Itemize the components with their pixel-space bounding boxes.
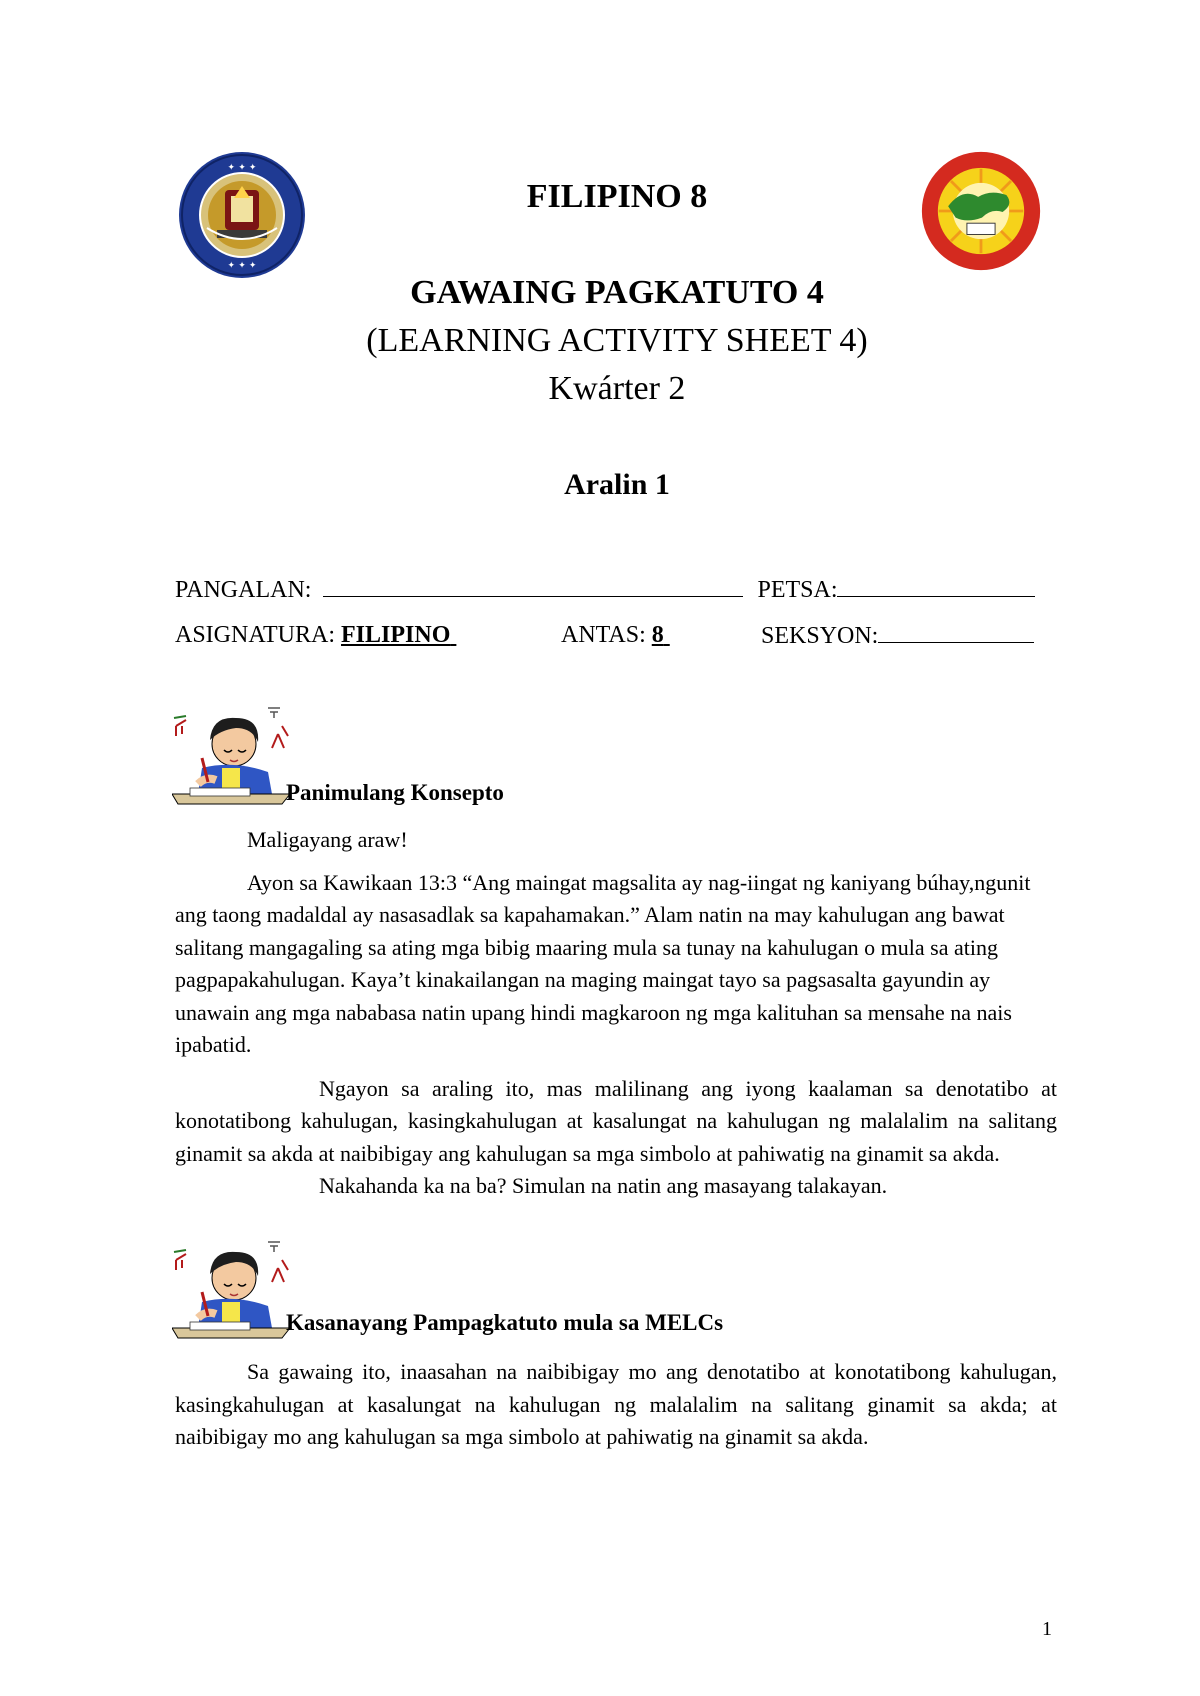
section-heading-panimula: Panimulang Konsepto <box>286 780 504 805</box>
subject-title: FILIPINO 8 <box>526 178 708 215</box>
lesson-label: Aralin 1 <box>564 468 670 501</box>
grade-label: ANTAS: <box>561 622 646 648</box>
name-input-line[interactable] <box>323 576 743 597</box>
section-body-panimula <box>175 824 1057 1203</box>
paragraph-3: Nakahanda ka na ba? Simulan na natin ang masayang talakayan. <box>319 1173 888 1198</box>
page-number: 1 <box>1042 1618 1052 1640</box>
activity-subtitle: (LEARNING ACTIVITY SHEET 4) <box>366 322 868 359</box>
quarter-label: Kwárter 2 <box>548 370 686 407</box>
subject-value: FILIPINO <box>341 622 451 648</box>
subject-label: ASIGNATURA: <box>175 622 336 648</box>
student-writing-icon <box>172 1240 290 1340</box>
grade-value: 8 <box>651 622 664 648</box>
paragraph-2: Ngayon sa araling ito, mas malilinang ang iyong kaalaman sa denotatibo at konotatibong kahulugan, kasingkahulugan at kasalungat na kahulugan ng malalalim na salitang ginamit sa akda at naibibigay ang kahulugan sa mga simbolo at pahiwatig na ginamit sa akda. <box>175 1075 1057 1166</box>
section-input-line[interactable] <box>878 622 1034 643</box>
grade-field <box>561 622 670 649</box>
date-input-line[interactable] <box>837 576 1035 597</box>
subject-field <box>175 622 456 649</box>
section-heading-melcs: Kasanayang Pampagkatuto mula sa MELCs <box>286 1310 724 1335</box>
section-field <box>761 622 1034 650</box>
name-field-row <box>175 576 1035 604</box>
paragraph-melcs: Sa gawaing ito, inaasahan na naibibigay mo ang denotatibo at konotatibong kahulugan, kasingkahulugan at kasalungat na kahulugan ng malalalim na salitang ginamit sa akda; at naibibigay mo ang kahulugan sa mga simbolo at pahiwatig na ginamit sa akda. <box>175 1359 1057 1449</box>
student-writing-icon <box>172 706 290 806</box>
greeting-text: Maligayang araw! <box>247 827 408 852</box>
svg-text:✦ ✦ ✦: ✦ ✦ ✦ <box>227 261 257 271</box>
name-label: PANGALAN: <box>175 577 312 603</box>
date-label: PETSA: <box>757 577 838 603</box>
section-label: SEKSYON: <box>761 623 879 649</box>
activity-title: GAWAING PAGKATUTO 4 <box>410 274 824 311</box>
paragraph-1: Ayon sa Kawikaan 13:3 “Ang maingat magsalita ay nag-iingat ng kaniyang búhay,ngunit ang taong madaldal ay nasasadlak sa kapahamakan.” Alam natin na may kahulugan ang bawat salitang mangagaling sa ating mga bibig maaring mula sa tunay na kahulugan o mula sa ating pagpapakahulugan. Kaya’t kinakailangan na maging maingat tayo sa pagsasalta gayundin ay unawain ang mga nababasa natin upang hindi magkaroon ng mga kalituhan sa mensahe na nais ipabatid. <box>175 869 1031 1057</box>
section-body-melcs <box>175 1356 1057 1454</box>
svg-text:✦ ✦ ✦: ✦ ✦ ✦ <box>227 163 257 173</box>
